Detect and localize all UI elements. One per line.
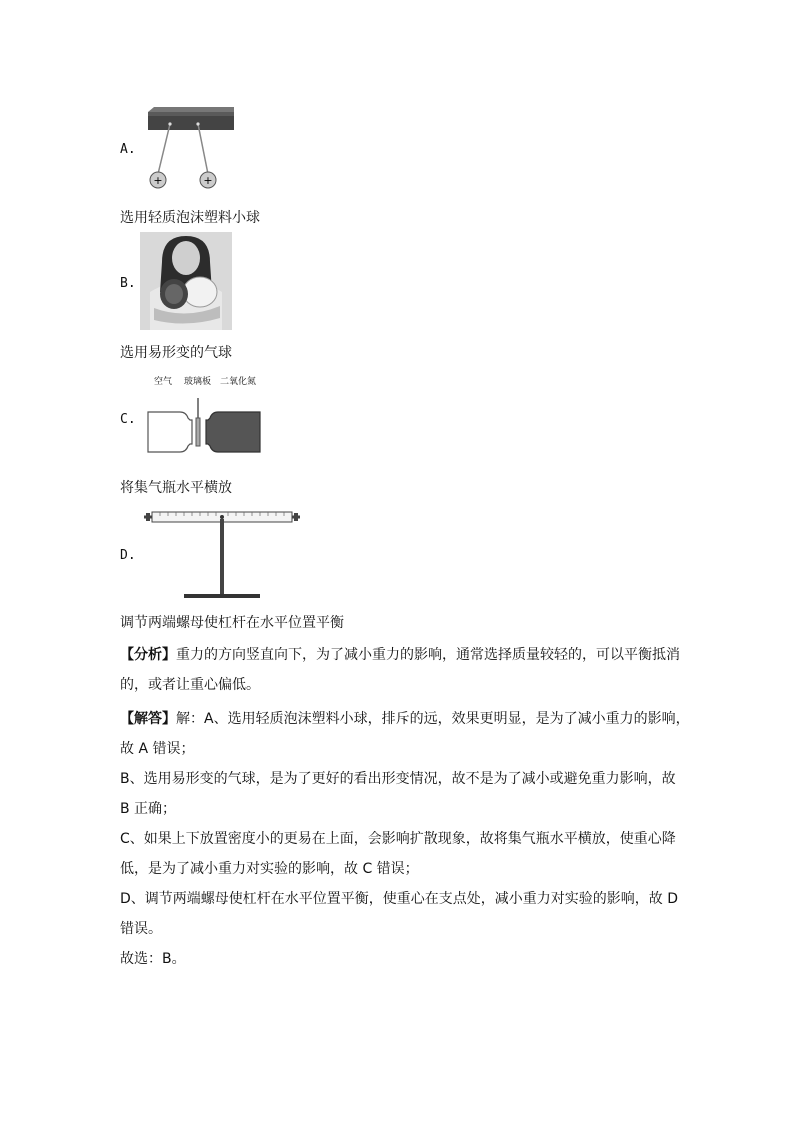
answer-line: 【解答】解：A、选用轻质泡沫塑料小球，排斥的远，效果更明显，是为了减小重力的影响， <box>120 711 690 727</box>
option-c-letter: C. <box>120 412 136 427</box>
girl-with-balloon-photo <box>140 232 232 330</box>
option-d-letter: D. <box>120 548 136 563</box>
option-a-letter: A. <box>120 142 136 157</box>
answer-tag: 【解答】 <box>120 711 176 727</box>
answer-line: 故 A 错误； <box>120 741 195 757</box>
analysis-section <box>120 640 680 700</box>
option-b-letter: B. <box>120 276 136 291</box>
air-label: 空气 <box>154 377 173 387</box>
option-d-caption: 调节两端螺母使杠杆在水平位置平衡 <box>120 615 344 631</box>
charged-balls-figure <box>140 104 240 196</box>
no2-label: 二氧化氮 <box>220 377 257 387</box>
option-b-caption: 选用易形变的气球 <box>120 345 232 361</box>
gas-bottles-figure <box>140 372 270 464</box>
answer-line: C、如果上下放置密度小的更易在上面，会影响扩散现象，故将集气瓶水平横放，使重心降 <box>120 831 676 847</box>
lever-stand-figure <box>144 506 300 602</box>
option-c-caption: 将集气瓶水平横放 <box>120 480 232 496</box>
answer-line: 错误。 <box>120 921 162 937</box>
analysis-line: 的，或者让重心偏低。 <box>120 677 260 693</box>
analysis-line: 【分析】重力的方向竖直向下，为了减小重力的影响，通常选择质量较轻的，可以平衡抵消 <box>120 647 680 663</box>
svg-text:+: + <box>153 174 163 187</box>
final-answer: 故选：B。 <box>120 951 186 967</box>
answer-line: D、调节两端螺母使杠杆在水平位置平衡，使重心在支点处，减小重力对实验的影响，故 D <box>120 891 679 907</box>
analysis-tag: 【分析】 <box>120 647 176 663</box>
glass-plate-label: 玻璃板 <box>184 377 212 387</box>
answer-line: 低，是为了减小重力对实验的影响，故 C 错误； <box>120 861 419 877</box>
option-a-caption: 选用轻质泡沫塑料小球 <box>120 210 260 226</box>
svg-text:+: + <box>203 174 213 187</box>
answer-section <box>120 704 690 974</box>
answer-line: B、选用易形变的气球，是为了更好的看出形变情况，故不是为了减小或避免重力影响，故 <box>120 771 676 787</box>
answer-line: B 正确； <box>120 801 177 817</box>
